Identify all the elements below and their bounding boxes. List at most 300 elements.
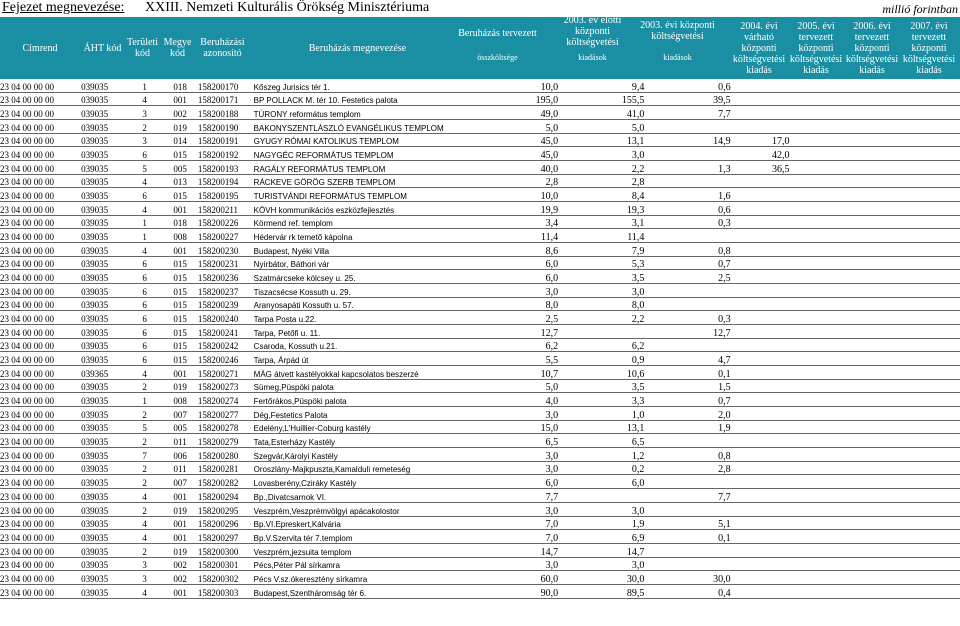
cell-2006	[846, 297, 903, 311]
cell-2004	[731, 502, 790, 516]
cell-aht-kod: 039035	[81, 147, 127, 161]
cell-2003	[644, 147, 730, 161]
cell-azonosito: 158200282	[198, 475, 254, 489]
cell-megye-kod: 001	[162, 530, 198, 544]
table-row	[0, 461, 960, 475]
cell-aht-kod: 039035	[81, 120, 127, 134]
cell-aht-kod: 039035	[81, 92, 127, 106]
cell-megnevezes: BP POLLACK M. tér 10. Festetics palota	[254, 92, 472, 106]
cell-2007	[903, 106, 960, 120]
table-row	[0, 393, 960, 407]
cell-azonosito: 158200274	[198, 393, 254, 407]
cell-teruleti-kod: 3	[127, 557, 163, 571]
cell-2006	[846, 215, 903, 229]
cell-azonosito: 158200226	[198, 215, 254, 229]
cell-2003-elotti: 2,2	[558, 311, 644, 325]
cell-2006	[846, 338, 903, 352]
cell-2005	[789, 284, 846, 298]
cell-2003-elotti: 2,8	[558, 174, 644, 188]
cell-aht-kod: 039035	[81, 243, 127, 257]
cell-2006	[846, 461, 903, 475]
cell-teruleti-kod: 5	[127, 420, 163, 434]
cell-2004	[731, 92, 790, 106]
header-megye-kod: Megye kód	[163, 37, 192, 59]
cell-cimrend: 23 04 00 00 00	[0, 448, 81, 462]
cell-megye-kod: 013	[162, 174, 198, 188]
cell-2003-elotti: 19,3	[558, 202, 644, 216]
header-2005: 2005. évi tervezett központi költségvetési kiadás	[789, 20, 843, 76]
table-row	[0, 584, 960, 598]
cell-teruleti-kod: 2	[127, 502, 163, 516]
cell-azonosito: 158200193	[198, 161, 254, 175]
cell-cimrend: 23 04 00 00 00	[0, 584, 81, 598]
cell-2005	[789, 229, 846, 243]
cell-osszkoltseg: 90,0	[472, 584, 558, 598]
cell-cimrend: 23 04 00 00 00	[0, 79, 81, 92]
cell-2003-elotti: 6,0	[558, 475, 644, 489]
cell-2004	[731, 393, 790, 407]
cell-2003: 39,5	[644, 92, 730, 106]
cell-megnevezes: Pécs V.sz.ókeresztény sírkamra	[254, 571, 472, 585]
cell-megye-kod: 018	[162, 215, 198, 229]
table-row	[0, 297, 960, 311]
cell-2003-elotti: 30,0	[558, 571, 644, 585]
cell-megnevezes: Tarpa, Árpád út	[254, 352, 472, 366]
cell-megye-kod: 015	[162, 297, 198, 311]
cell-2006	[846, 420, 903, 434]
cell-cimrend: 23 04 00 00 00	[0, 202, 81, 216]
cell-2006	[846, 366, 903, 380]
cell-2003-elotti: 3,5	[558, 270, 644, 284]
cell-aht-kod: 039035	[81, 202, 127, 216]
cell-teruleti-kod: 1	[127, 79, 163, 92]
cell-azonosito: 158200300	[198, 543, 254, 557]
cell-2007	[903, 243, 960, 257]
title-bar	[0, 0, 960, 16]
cell-2005	[789, 243, 846, 257]
cell-2004: 17,0	[731, 133, 790, 147]
cell-2003: 0,8	[644, 448, 730, 462]
cell-megnevezes: GYUGY RÓMAI KATOLIKUS TEMPLOM	[254, 133, 472, 147]
cell-2007	[903, 379, 960, 393]
cell-2003	[644, 120, 730, 134]
cell-osszkoltseg: 10,7	[472, 366, 558, 380]
cell-megnevezes: Bp.VI.Epreskert,Kálvária	[254, 516, 472, 530]
cell-2003	[644, 502, 730, 516]
cell-megye-kod: 002	[162, 557, 198, 571]
cell-teruleti-kod: 4	[127, 92, 163, 106]
cell-megnevezes: Edelény,L'Huillier-Coburg kastély	[254, 420, 472, 434]
cell-cimrend: 23 04 00 00 00	[0, 297, 81, 311]
table-row	[0, 502, 960, 516]
cell-aht-kod: 039035	[81, 530, 127, 544]
cell-osszkoltseg: 4,0	[472, 393, 558, 407]
header-cimrend: Címrend	[22, 42, 58, 54]
cell-megnevezes: RAGÁLY REFORMÁTUS TEMPLOM	[254, 161, 472, 175]
cell-2004	[731, 202, 790, 216]
cell-teruleti-kod: 1	[127, 215, 163, 229]
cell-2004	[731, 379, 790, 393]
cell-megye-kod: 019	[162, 502, 198, 516]
cell-aht-kod: 039035	[81, 338, 127, 352]
cell-megnevezes: Pécs,Péter Pál sírkamra	[254, 557, 472, 571]
cell-2004	[731, 120, 790, 134]
cell-2004	[731, 215, 790, 229]
cell-megye-kod: 005	[162, 420, 198, 434]
table-row	[0, 202, 960, 216]
cell-2003-elotti: 3,3	[558, 393, 644, 407]
cell-megnevezes: Tarpa Posta u.22.	[254, 311, 472, 325]
cell-cimrend: 23 04 00 00 00	[0, 434, 81, 448]
cell-2006	[846, 202, 903, 216]
cell-2003: 0,7	[644, 256, 730, 270]
cell-2005	[789, 174, 846, 188]
cell-megnevezes: NAGYGÉC REFORMÁTUS TEMPLOM	[254, 147, 472, 161]
cell-osszkoltseg: 11,4	[472, 229, 558, 243]
cell-megye-kod: 019	[162, 379, 198, 393]
cell-2004	[731, 79, 790, 92]
cell-2003: 1,3	[644, 161, 730, 175]
cell-2007	[903, 120, 960, 134]
cell-osszkoltseg: 45,0	[472, 147, 558, 161]
cell-2005	[789, 489, 846, 503]
cell-2007	[903, 202, 960, 216]
cell-2003-elotti: 3,0	[558, 557, 644, 571]
cell-megnevezes: Veszprém,jezsuita templom	[254, 543, 472, 557]
cell-teruleti-kod: 6	[127, 188, 163, 202]
cell-2003: 1,5	[644, 379, 730, 393]
cell-azonosito: 158200236	[198, 270, 254, 284]
cell-megnevezes: Budapest,Szentháromság tér 6.	[254, 584, 472, 598]
cell-cimrend: 23 04 00 00 00	[0, 502, 81, 516]
cell-2006	[846, 188, 903, 202]
cell-2003	[644, 475, 730, 489]
cell-2006	[846, 543, 903, 557]
cell-azonosito: 158200211	[198, 202, 254, 216]
cell-megye-kod: 015	[162, 311, 198, 325]
table-row	[0, 284, 960, 298]
cell-2007	[903, 530, 960, 544]
cell-osszkoltseg: 195,0	[472, 92, 558, 106]
cell-osszkoltseg: 5,0	[472, 379, 558, 393]
cell-aht-kod: 039035	[81, 352, 127, 366]
cell-osszkoltseg: 8,6	[472, 243, 558, 257]
cell-2004	[731, 284, 790, 298]
cell-2003-elotti: 3,0	[558, 502, 644, 516]
cell-2003-elotti: 155,5	[558, 92, 644, 106]
cell-aht-kod: 039035	[81, 448, 127, 462]
header-kiadasok-1: kiadások	[578, 52, 607, 62]
cell-teruleti-kod: 3	[127, 133, 163, 147]
cell-2006	[846, 379, 903, 393]
cell-2005	[789, 79, 846, 92]
table-row	[0, 79, 960, 92]
cell-2006	[846, 325, 903, 339]
cell-azonosito: 158200246	[198, 352, 254, 366]
cell-osszkoltseg: 8,0	[472, 297, 558, 311]
cell-aht-kod: 039035	[81, 188, 127, 202]
cell-2003-elotti: 3,0	[558, 147, 644, 161]
cell-2007	[903, 366, 960, 380]
cell-2003-elotti: 0,2	[558, 461, 644, 475]
cell-2003-elotti	[558, 325, 644, 339]
cell-osszkoltseg: 45,0	[472, 133, 558, 147]
cell-2007	[903, 174, 960, 188]
cell-2005	[789, 325, 846, 339]
cell-osszkoltseg: 7,0	[472, 516, 558, 530]
cell-2003-elotti: 6,9	[558, 530, 644, 544]
cell-2007	[903, 229, 960, 243]
cell-2003: 0,1	[644, 530, 730, 544]
cell-2003: 0,1	[644, 366, 730, 380]
cell-megye-kod: 005	[162, 161, 198, 175]
cell-megnevezes: Tiszacsécse Kossuth u. 29.	[254, 284, 472, 298]
cell-osszkoltseg: 3,0	[472, 502, 558, 516]
cell-azonosito: 158200230	[198, 243, 254, 257]
cell-megye-kod: 001	[162, 243, 198, 257]
cell-megnevezes: KÖVH kommunikációs eszközfejlesztés	[254, 202, 472, 216]
cell-2007	[903, 461, 960, 475]
cell-azonosito: 158200231	[198, 256, 254, 270]
cell-aht-kod: 039035	[81, 393, 127, 407]
cell-osszkoltseg: 3,0	[472, 461, 558, 475]
cell-megnevezes: Körmend ref. templom	[254, 215, 472, 229]
table-row	[0, 270, 960, 284]
cell-azonosito: 158200240	[198, 311, 254, 325]
cell-2006	[846, 106, 903, 120]
cell-azonosito: 158200277	[198, 407, 254, 421]
cell-megnevezes: Aranyosapáti Kossuth u. 57.	[254, 297, 472, 311]
cell-2005	[789, 379, 846, 393]
cell-megye-kod: 008	[162, 229, 198, 243]
cell-megye-kod: 014	[162, 133, 198, 147]
table-row	[0, 516, 960, 530]
cell-teruleti-kod: 4	[127, 584, 163, 598]
cell-2006	[846, 571, 903, 585]
cell-2005	[789, 133, 846, 147]
cell-megye-kod: 001	[162, 202, 198, 216]
cell-cimrend: 23 04 00 00 00	[0, 147, 81, 161]
cell-osszkoltseg: 14,7	[472, 543, 558, 557]
header-kiadasok-2: kiadások	[663, 52, 692, 62]
cell-2003	[644, 557, 730, 571]
cell-2007	[903, 92, 960, 106]
cell-2007	[903, 352, 960, 366]
cell-azonosito: 158200237	[198, 284, 254, 298]
cell-teruleti-kod: 7	[127, 448, 163, 462]
cell-osszkoltseg: 40,0	[472, 161, 558, 175]
cell-cimrend: 23 04 00 00 00	[0, 352, 81, 366]
cell-aht-kod: 039365	[81, 366, 127, 380]
cell-2004	[731, 489, 790, 503]
cell-azonosito: 158200195	[198, 188, 254, 202]
cell-2006	[846, 516, 903, 530]
cell-osszkoltseg: 5,0	[472, 120, 558, 134]
cell-teruleti-kod: 4	[127, 489, 163, 503]
cell-2004	[731, 338, 790, 352]
cell-2005	[789, 270, 846, 284]
table-row	[0, 120, 960, 134]
cell-aht-kod: 039035	[81, 229, 127, 243]
cell-aht-kod: 039035	[81, 133, 127, 147]
cell-megnevezes: Tarpa, Petőfi u. 11.	[254, 325, 472, 339]
chapter-label: Fejezet megnevezése:	[2, 0, 125, 15]
cell-2003-elotti: 13,1	[558, 420, 644, 434]
cell-aht-kod: 039035	[81, 543, 127, 557]
header-2007: 2007. évi tervezett központi költségvetési kiadás	[902, 20, 956, 76]
table-row	[0, 311, 960, 325]
cell-azonosito: 158200278	[198, 420, 254, 434]
cell-2006	[846, 256, 903, 270]
cell-azonosito: 158200281	[198, 461, 254, 475]
cell-2003: 0,6	[644, 202, 730, 216]
cell-2006	[846, 147, 903, 161]
cell-megye-kod: 015	[162, 188, 198, 202]
cell-2003: 0,4	[644, 584, 730, 598]
cell-cimrend: 23 04 00 00 00	[0, 543, 81, 557]
cell-2005	[789, 543, 846, 557]
cell-megye-kod: 015	[162, 352, 198, 366]
cell-2004	[731, 434, 790, 448]
cell-2003: 0,3	[644, 311, 730, 325]
cell-2003: 0,3	[644, 215, 730, 229]
cell-aht-kod: 039035	[81, 557, 127, 571]
cell-azonosito: 158200294	[198, 489, 254, 503]
cell-2003-elotti: 14,7	[558, 543, 644, 557]
cell-megye-kod: 015	[162, 338, 198, 352]
cell-2003: 1,6	[644, 188, 730, 202]
cell-2007	[903, 284, 960, 298]
cell-2006	[846, 434, 903, 448]
header-tervezett: Beruházás tervezett	[458, 27, 537, 39]
cell-2005	[789, 106, 846, 120]
cell-teruleti-kod: 6	[127, 284, 163, 298]
cell-2004	[731, 366, 790, 380]
cell-2006	[846, 393, 903, 407]
cell-2004	[731, 448, 790, 462]
cell-megye-kod: 007	[162, 407, 198, 421]
table-row	[0, 338, 960, 352]
cell-2003-elotti	[558, 489, 644, 503]
cell-megnevezes: Fertőrákos,Püspöki palota	[254, 393, 472, 407]
header-teruleti-kod: Területi kód	[127, 37, 158, 59]
cell-megye-kod: 002	[162, 571, 198, 585]
cell-cimrend: 23 04 00 00 00	[0, 256, 81, 270]
cell-aht-kod: 039035	[81, 106, 127, 120]
cell-2005	[789, 147, 846, 161]
cell-2005	[789, 571, 846, 585]
table-row	[0, 352, 960, 366]
cell-2007	[903, 147, 960, 161]
cell-megye-kod: 001	[162, 366, 198, 380]
cell-aht-kod: 039035	[81, 174, 127, 188]
cell-2003-elotti: 0,9	[558, 352, 644, 366]
cell-2004	[731, 297, 790, 311]
table-row	[0, 256, 960, 270]
cell-2003: 5,1	[644, 516, 730, 530]
cell-2003: 0,6	[644, 79, 730, 92]
cell-megnevezes: Kőszeg Jurisics tér 1.	[254, 79, 472, 92]
cell-osszkoltseg: 7,7	[472, 489, 558, 503]
cell-osszkoltseg: 12,7	[472, 325, 558, 339]
cell-teruleti-kod: 4	[127, 516, 163, 530]
table-row	[0, 147, 960, 161]
cell-teruleti-kod: 6	[127, 352, 163, 366]
cell-2003: 2,0	[644, 407, 730, 421]
cell-2004	[731, 420, 790, 434]
cell-azonosito: 158200192	[198, 147, 254, 161]
cell-2003	[644, 338, 730, 352]
cell-2007	[903, 79, 960, 92]
cell-megnevezes: TÚRONY református templom	[254, 106, 472, 120]
cell-2005	[789, 393, 846, 407]
cell-2006	[846, 161, 903, 175]
cell-osszkoltseg: 3,0	[472, 284, 558, 298]
cell-2007	[903, 297, 960, 311]
cell-2005	[789, 92, 846, 106]
table-row	[0, 420, 960, 434]
cell-teruleti-kod: 2	[127, 543, 163, 557]
table-header	[0, 14, 960, 79]
table-row	[0, 407, 960, 421]
cell-megnevezes: TURISTVÁNDI REFORMÁTUS TEMPLOM	[254, 188, 472, 202]
cell-azonosito: 158200297	[198, 530, 254, 544]
cell-2003-elotti: 10,6	[558, 366, 644, 380]
cell-2003-elotti: 3,5	[558, 379, 644, 393]
cell-2006	[846, 584, 903, 598]
cell-2003-elotti: 3,1	[558, 215, 644, 229]
cell-aht-kod: 039035	[81, 270, 127, 284]
cell-teruleti-kod: 6	[127, 147, 163, 161]
cell-aht-kod: 039035	[81, 297, 127, 311]
cell-teruleti-kod: 2	[127, 379, 163, 393]
cell-2005	[789, 516, 846, 530]
cell-2006	[846, 133, 903, 147]
cell-2006	[846, 352, 903, 366]
cell-aht-kod: 039035	[81, 584, 127, 598]
cell-aht-kod: 039035	[81, 379, 127, 393]
cell-osszkoltseg: 7,0	[472, 530, 558, 544]
cell-azonosito: 158200295	[198, 502, 254, 516]
cell-2007	[903, 325, 960, 339]
cell-aht-kod: 039035	[81, 489, 127, 503]
cell-megnevezes: Tata,Esterházy Kastély	[254, 434, 472, 448]
cell-2006	[846, 92, 903, 106]
cell-azonosito: 158200241	[198, 325, 254, 339]
header-2006: 2006. évi tervezett központi költségvetési kiadás	[845, 20, 899, 76]
cell-megye-kod: 001	[162, 584, 198, 598]
cell-cimrend: 23 04 00 00 00	[0, 161, 81, 175]
cell-2005	[789, 338, 846, 352]
cell-2007	[903, 161, 960, 175]
cell-cimrend: 23 04 00 00 00	[0, 133, 81, 147]
cell-megnevezes: Lovasberény,Cziráky Kastély	[254, 475, 472, 489]
cell-2003-elotti: 6,5	[558, 434, 644, 448]
table-row	[0, 229, 960, 243]
table-row	[0, 475, 960, 489]
cell-azonosito: 158200280	[198, 448, 254, 462]
cell-2003-elotti: 8,4	[558, 188, 644, 202]
table-row	[0, 161, 960, 175]
cell-2004: 42,0	[731, 147, 790, 161]
table-row	[0, 325, 960, 339]
cell-2006	[846, 120, 903, 134]
cell-aht-kod: 039035	[81, 215, 127, 229]
cell-2003	[644, 174, 730, 188]
cell-aht-kod: 039035	[81, 256, 127, 270]
table-row	[0, 489, 960, 503]
cell-2007	[903, 338, 960, 352]
